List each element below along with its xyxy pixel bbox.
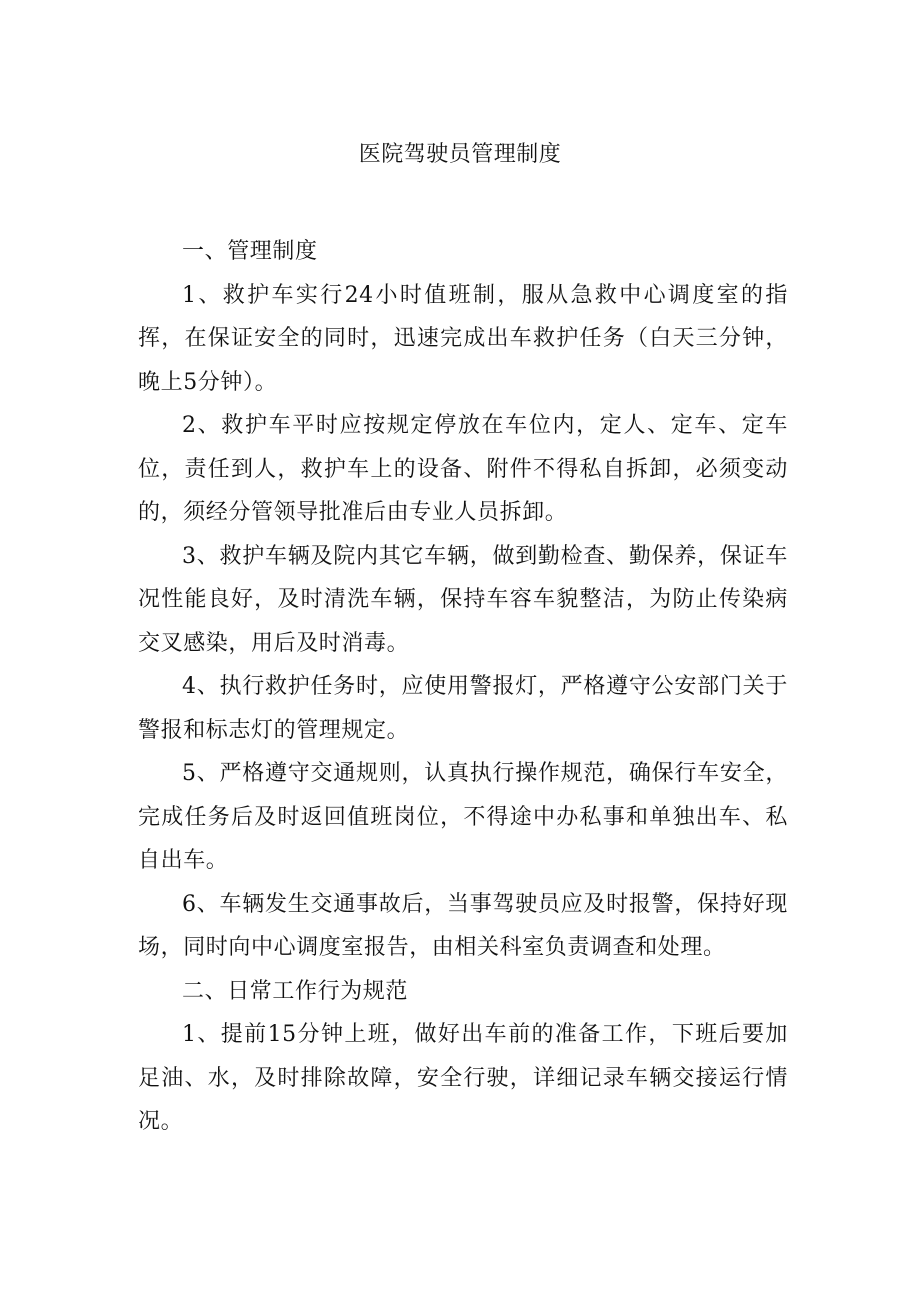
document-body: [138, 230, 788, 1144]
rule-paragraph-6: 6、车辆发生交通事故后，当事驾驶员应及时报警，保持好现场，同时向中心调度室报告，由相关科室负责调查和处理。: [138, 891, 788, 960]
rule-paragraph-4: 4、执行救护任务时，应使用警报灯，严格遵守公安部门关于警报和标志灯的管理规定。: [138, 674, 788, 743]
rule-paragraph-2: 2、救护车平时应按规定停放在车位内，定人、定车、定车位，责任到人，救护车上的设备、附件不得私自拆卸，必须变动的，须经分管领导批准后由专业人员拆卸。: [138, 413, 788, 525]
section-heading-management-system: 一、管理制度: [182, 239, 318, 264]
section-heading-daily-conduct: 二、日常工作行为规范: [182, 978, 409, 1004]
document-title: 医院驾驶员管理制度: [358, 142, 562, 167]
conduct-paragraph-1: 1、提前15分钟上班，做好出车前的准备工作，下班后要加足油、水，及时排除故障，安全行驶，详细记录车辆交接运行情况。: [138, 1022, 788, 1134]
rule-paragraph-3: 3、救护车辆及院内其它车辆，做到勤检查、勤保养，保证车况性能良好，及时清洗车辆，保持车容车貌整洁，为防止传染病交叉感染，用后及时消毒。: [138, 543, 788, 656]
rule-paragraph-5: 5、严格遵守交通规则，认真执行操作规范，确保行车安全，完成任务后及时返回值班岗位，不得途中办私事和单独出车、私自出车。: [138, 761, 788, 873]
rule-paragraph-1: 1、救护车实行24小时值班制，服从急救中心调度室的指挥，在保证安全的同时，迅速完成出车救护任务（白天三分钟，晚上5分钟）。: [138, 282, 788, 395]
